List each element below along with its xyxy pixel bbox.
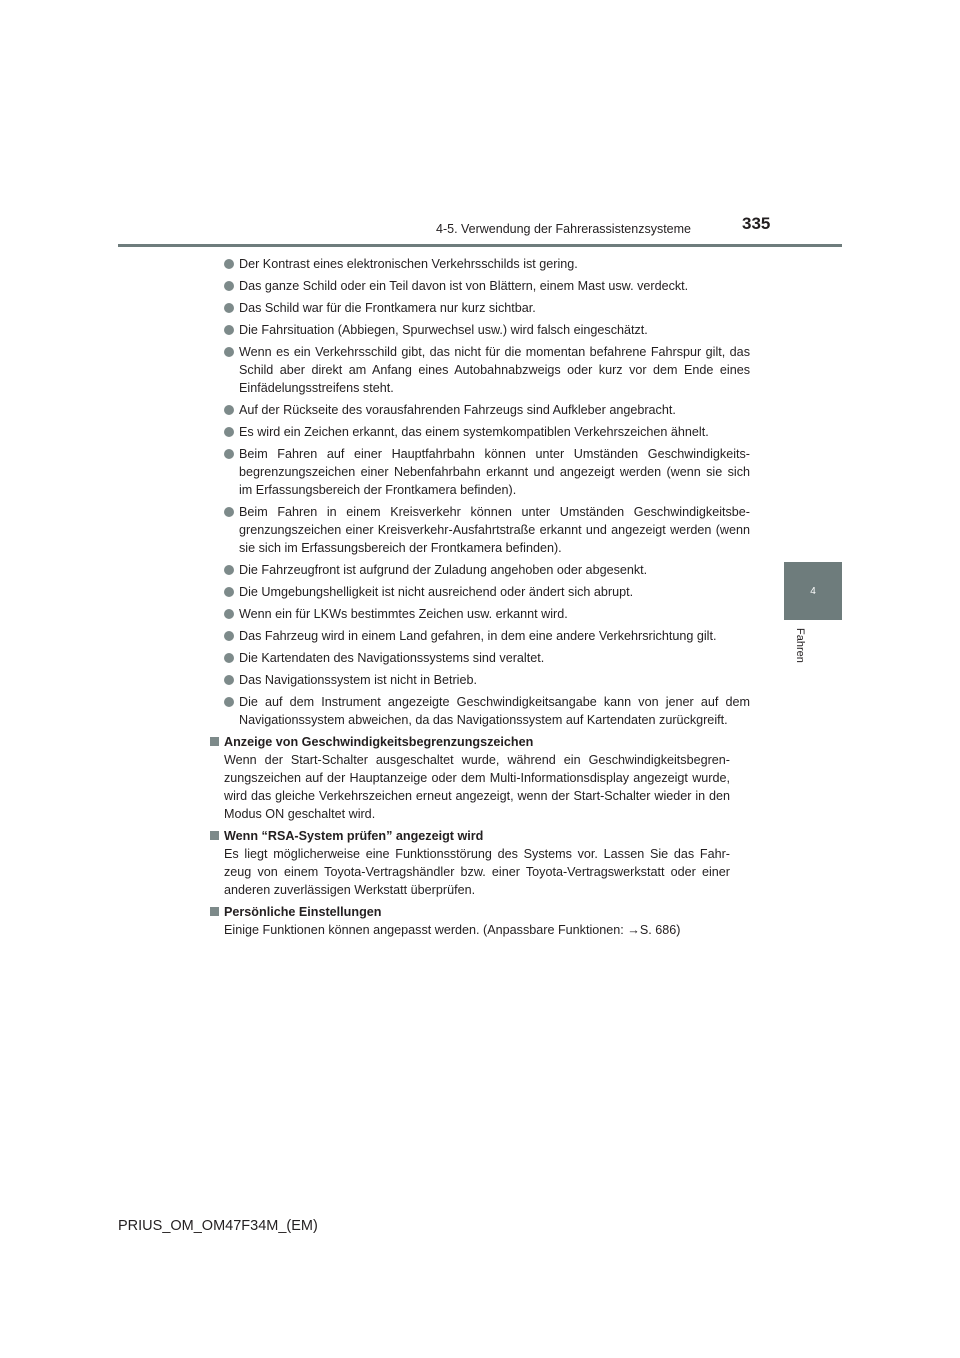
- bullet-icon: [224, 697, 234, 707]
- bullet-icon: [224, 587, 234, 597]
- section-body: Wenn der Start-Schalter ausgeschaltet wurde, während ein Geschwindigkeitsbegren-zungszeichen auf der Hauptanzeige oder dem Multi-Informationsdisplay angezeigt wurde, wird das gleiche Verkehrszeichen erneut angezeigt, wenn der Start-Schalter wieder in den Modus ON geschaltet wird.: [224, 753, 730, 821]
- list-item: [224, 277, 750, 295]
- list-item-text: Die Fahrzeugfront ist aufgrund der Zuladung angehoben oder abgesenkt.: [239, 563, 648, 577]
- list-item-text: Das Schild war für die Frontkamera nur kurz sichtbar.: [239, 301, 536, 315]
- list-item: [224, 401, 750, 419]
- bullet-icon: [224, 303, 234, 313]
- bullet-icon: [224, 405, 234, 415]
- list-item-text: Beim Fahren auf einer Hauptfahrbahn können unter Umständen Geschwindigkeits-begrenzungszeichen einer Nebenfahrbahn erkannt und angezeigt werden (wenn sie sich im Erfassungsbereich der Frontkamera befinden).: [239, 447, 750, 497]
- list-item: [224, 321, 750, 339]
- header-divider: [118, 244, 842, 247]
- list-item: [224, 627, 750, 645]
- list-item-text: Wenn es ein Verkehrsschild gibt, das nicht für die momentan befahrene Fahrspur gilt, das Schild aber direkt am Anfang eines Autobahnabzweigs oder kurz vor dem Ende eines Einfädelungsstreifens steht.: [239, 345, 750, 395]
- list-item-text: Die auf dem Instrument angezeigte Geschwindigkeitsangabe kann von jener auf dem Navigationssystem abweichen, da das Navigationssystem auf Kartendaten zurückgreift.: [239, 695, 750, 727]
- section-body: Einige Funktionen können angepasst werden. (Anpassbare Funktionen: →S. 686): [224, 923, 681, 937]
- list-item: [224, 503, 750, 557]
- document-code: PRIUS_OM_OM47F34M_(EM): [118, 1218, 318, 1234]
- bullet-icon: [224, 609, 234, 619]
- list-item: [224, 649, 750, 667]
- list-item-text: Der Kontrast eines elektronischen Verkehrsschilds ist gering.: [239, 257, 578, 271]
- list-item-text: Es wird ein Zeichen erkannt, das einem systemkompatiblen Verkehrszeichen ähnelt.: [239, 425, 709, 439]
- list-item-text: Beim Fahren in einem Kreisverkehr können unter Umständen Geschwindigkeitsbe-grenzungszeichen einer Kreisverkehr-Ausfahrtstraße erkannt und angezeigt werden (wenn sie sich im Erfassungsbereich der Frontkamera befinden).: [239, 505, 750, 555]
- page-content: [224, 255, 750, 943]
- section-title: [210, 903, 750, 921]
- square-bullet-icon: [210, 737, 219, 746]
- bullet-icon: [224, 281, 234, 291]
- list-item-text: Das Navigationssystem ist nicht in Betrieb.: [239, 673, 477, 687]
- list-item-text: Das ganze Schild oder ein Teil davon ist von Blättern, einem Mast usw. verdeckt.: [239, 279, 689, 293]
- list-item-text: Die Fahrsituation (Abbiegen, Spurwechsel usw.) wird falsch eingeschätzt.: [239, 323, 648, 337]
- section-title: [210, 733, 750, 751]
- chapter-label: Fahren: [794, 628, 806, 663]
- list-item: [224, 693, 750, 729]
- square-bullet-icon: [210, 907, 219, 916]
- bullet-icon: [224, 653, 234, 663]
- info-section: [210, 827, 750, 899]
- list-item: [224, 605, 750, 623]
- bullet-icon: [224, 347, 234, 357]
- list-item: [224, 423, 750, 441]
- square-bullet-icon: [210, 831, 219, 840]
- bullet-icon: [224, 259, 234, 269]
- page-number: 335: [742, 214, 771, 233]
- list-item-text: Das Fahrzeug wird in einem Land gefahren, in dem eine andere Verkehrsrichtung gilt.: [239, 629, 717, 643]
- list-item-text: Die Umgebungshelligkeit ist nicht ausreichend oder ändert sich abrupt.: [239, 585, 634, 599]
- list-item: [224, 343, 750, 397]
- bullet-icon: [224, 565, 234, 575]
- section-title-text: Wenn “RSA-System prüfen” angezeigt wird: [224, 829, 484, 843]
- info-section: [210, 903, 750, 939]
- chapter-number: 4: [810, 585, 816, 597]
- bullet-icon: [224, 325, 234, 335]
- section-title: [210, 827, 750, 845]
- section-title-text: Persönliche Einstellungen: [224, 905, 382, 919]
- section-title-text: Anzeige von Geschwindigkeitsbegrenzungszeichen: [224, 735, 534, 749]
- bullet-icon: [224, 631, 234, 641]
- list-item: [224, 583, 750, 601]
- list-item-text: Wenn ein für LKWs bestimmtes Zeichen usw. erkannt wird.: [239, 607, 568, 621]
- section-header: 4-5. Verwendung der Fahrerassistenzsysteme: [436, 222, 691, 236]
- list-item-text: Auf der Rückseite des vorausfahrenden Fahrzeugs sind Aufkleber angebracht.: [239, 403, 676, 417]
- info-section: [210, 733, 750, 823]
- section-body: Es liegt möglicherweise eine Funktionsstörung des Systems vor. Lassen Sie das Fahr-zeug von einem Toyota-Vertragshändler bzw. einer Toyota-Vertragswerkstatt oder einer anderen zuverlässigen Werkstatt überprüfen.: [224, 847, 730, 897]
- list-item: [224, 255, 750, 273]
- list-item: [224, 445, 750, 499]
- bullet-icon: [224, 675, 234, 685]
- list-item: [224, 671, 750, 689]
- bullet-icon: [224, 507, 234, 517]
- list-item-text: Die Kartendaten des Navigationssystems sind veraltet.: [239, 651, 545, 665]
- list-item: [224, 299, 750, 317]
- list-item: [224, 561, 750, 579]
- chapter-tab[interactable]: [784, 562, 842, 620]
- bullet-icon: [224, 427, 234, 437]
- bullet-icon: [224, 449, 234, 459]
